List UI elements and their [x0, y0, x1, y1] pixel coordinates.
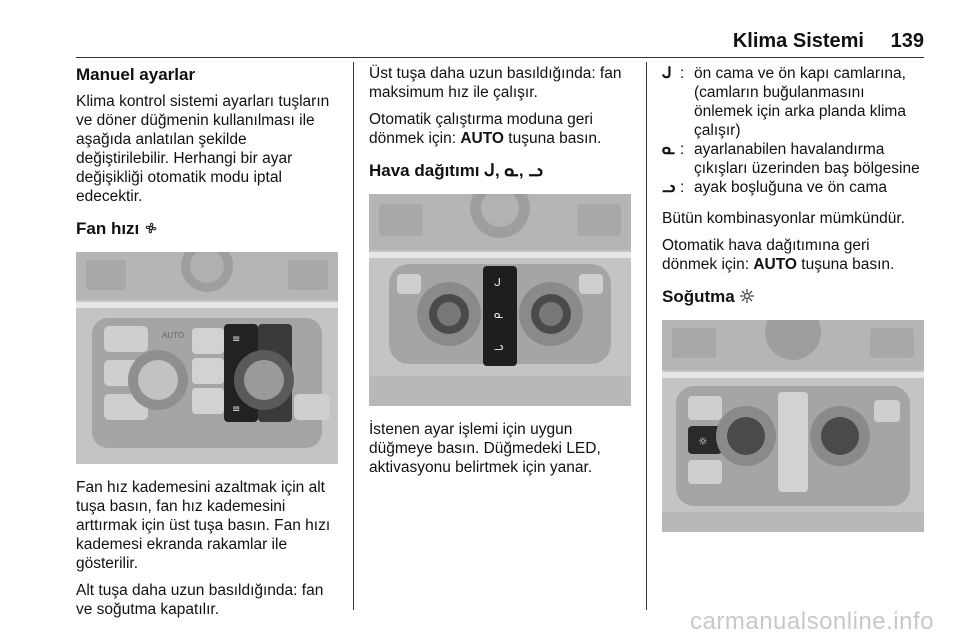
definition-colon: : — [680, 141, 685, 158]
column-2 — [369, 64, 635, 485]
definition-text-vent: ayarlanabilen havalandırma çıkışları üzerinden baş bölgesine — [694, 141, 920, 177]
page-number: 139 — [890, 30, 924, 52]
svg-text:ᒍ: ᒍ — [494, 276, 501, 289]
airflow-icons: ᒍ, ᓇ, ᓗ — [484, 161, 543, 180]
auto-distribution-post: tuşuna basın. — [796, 256, 895, 273]
fan-text-2: Alt tuşa daha uzun basıldığında: fan ve soğutma kapatılır. — [76, 582, 324, 618]
auto-distribution-text — [662, 236, 926, 274]
svg-text:☼: ☼ — [698, 435, 708, 448]
cooling-heading-text: Soğutma — [662, 287, 735, 306]
svg-text:ᓇ: ᓇ — [494, 308, 504, 321]
definition-row-vent — [662, 140, 926, 178]
auto-distribution-bold: AUTO — [753, 256, 797, 273]
auto-return-text — [369, 110, 635, 148]
watermark: carmanualsonline.info — [690, 608, 934, 635]
definition-colon: : — [680, 65, 685, 82]
svg-text:≡: ≡ — [232, 334, 241, 345]
column-3 — [662, 64, 926, 532]
cooling-control-photo — [662, 320, 924, 532]
air-distribution-photo — [369, 194, 631, 406]
svg-text:≡: ≡ — [232, 404, 241, 415]
definition-colon: : — [680, 179, 685, 196]
column-divider-2 — [646, 62, 647, 610]
auto-label: AUTO — [162, 331, 185, 340]
svg-text:ᓗ: ᓗ — [494, 340, 504, 353]
snowflake-icon — [739, 288, 755, 304]
section-heading-manual: Manuel ayarlar — [76, 65, 196, 84]
fan-max-text: Üst tuşa daha uzun basıldığında: fan maksimum hız ile çalışır. — [369, 65, 622, 101]
windshield-airflow-icon: ᒍ — [662, 65, 672, 82]
definition-row-windshield — [662, 64, 926, 140]
auto-return-bold: AUTO — [460, 130, 504, 147]
section-heading-distribution — [369, 160, 635, 182]
combinations-text: Bütün kombinasyonlar mümkündür. — [662, 210, 905, 227]
vent-airflow-icon: ᓇ — [662, 141, 676, 158]
fan-icon — [144, 221, 158, 235]
airflow-definition-list — [662, 64, 926, 197]
fan-control-photo — [76, 252, 338, 464]
distribution-heading-text: Hava dağıtımı — [369, 161, 480, 180]
header-rule — [76, 57, 924, 58]
distribution-text: İstenen ayar işlemi için uygun düğmeye basın. Düğmedeki LED, aktivasyonu belirtmek için yanar. — [369, 421, 601, 476]
section-heading-fan — [76, 218, 342, 240]
intro-text: Klima kontrol sistemi ayarları tuşların ve döner düğmenin kullanılması ile aşağıda anlatılan şekilde değiştirilebilir. Herhangi bir ayar değişikliği otomatik modu iptal edecektir. — [76, 93, 330, 205]
auto-return-pre: Otomatik çalıştırma moduna geri dönmek için: — [369, 111, 593, 147]
definition-text-windshield: ön cama ve ön kapı camlarına, (camların buğulanmasını önlemek için arka planda klima çalışır) — [694, 65, 906, 139]
fan-text-1: Fan hız kademesini azaltmak için alt tuşa basın, fan hız kademesini arttırmak için üst tuşa basın. Fan hızı kademesi ekranda rakamlar ile gösterilir. — [76, 479, 331, 572]
fan-heading-text: Fan hızı — [76, 219, 140, 238]
column-1 — [76, 64, 342, 627]
definition-text-footwell: ayak boşluğuna ve ön cama — [694, 179, 888, 196]
auto-return-post: tuşuna basın. — [503, 130, 602, 147]
footwell-airflow-icon: ᓗ — [662, 179, 676, 196]
auto-distribution-pre: Otomatik hava dağıtımına geri dönmek için: — [662, 237, 870, 273]
column-divider-1 — [353, 62, 354, 610]
section-heading-cooling — [662, 286, 926, 308]
definition-row-footwell — [662, 178, 926, 197]
header-title: Klima Sistemi — [732, 30, 864, 52]
